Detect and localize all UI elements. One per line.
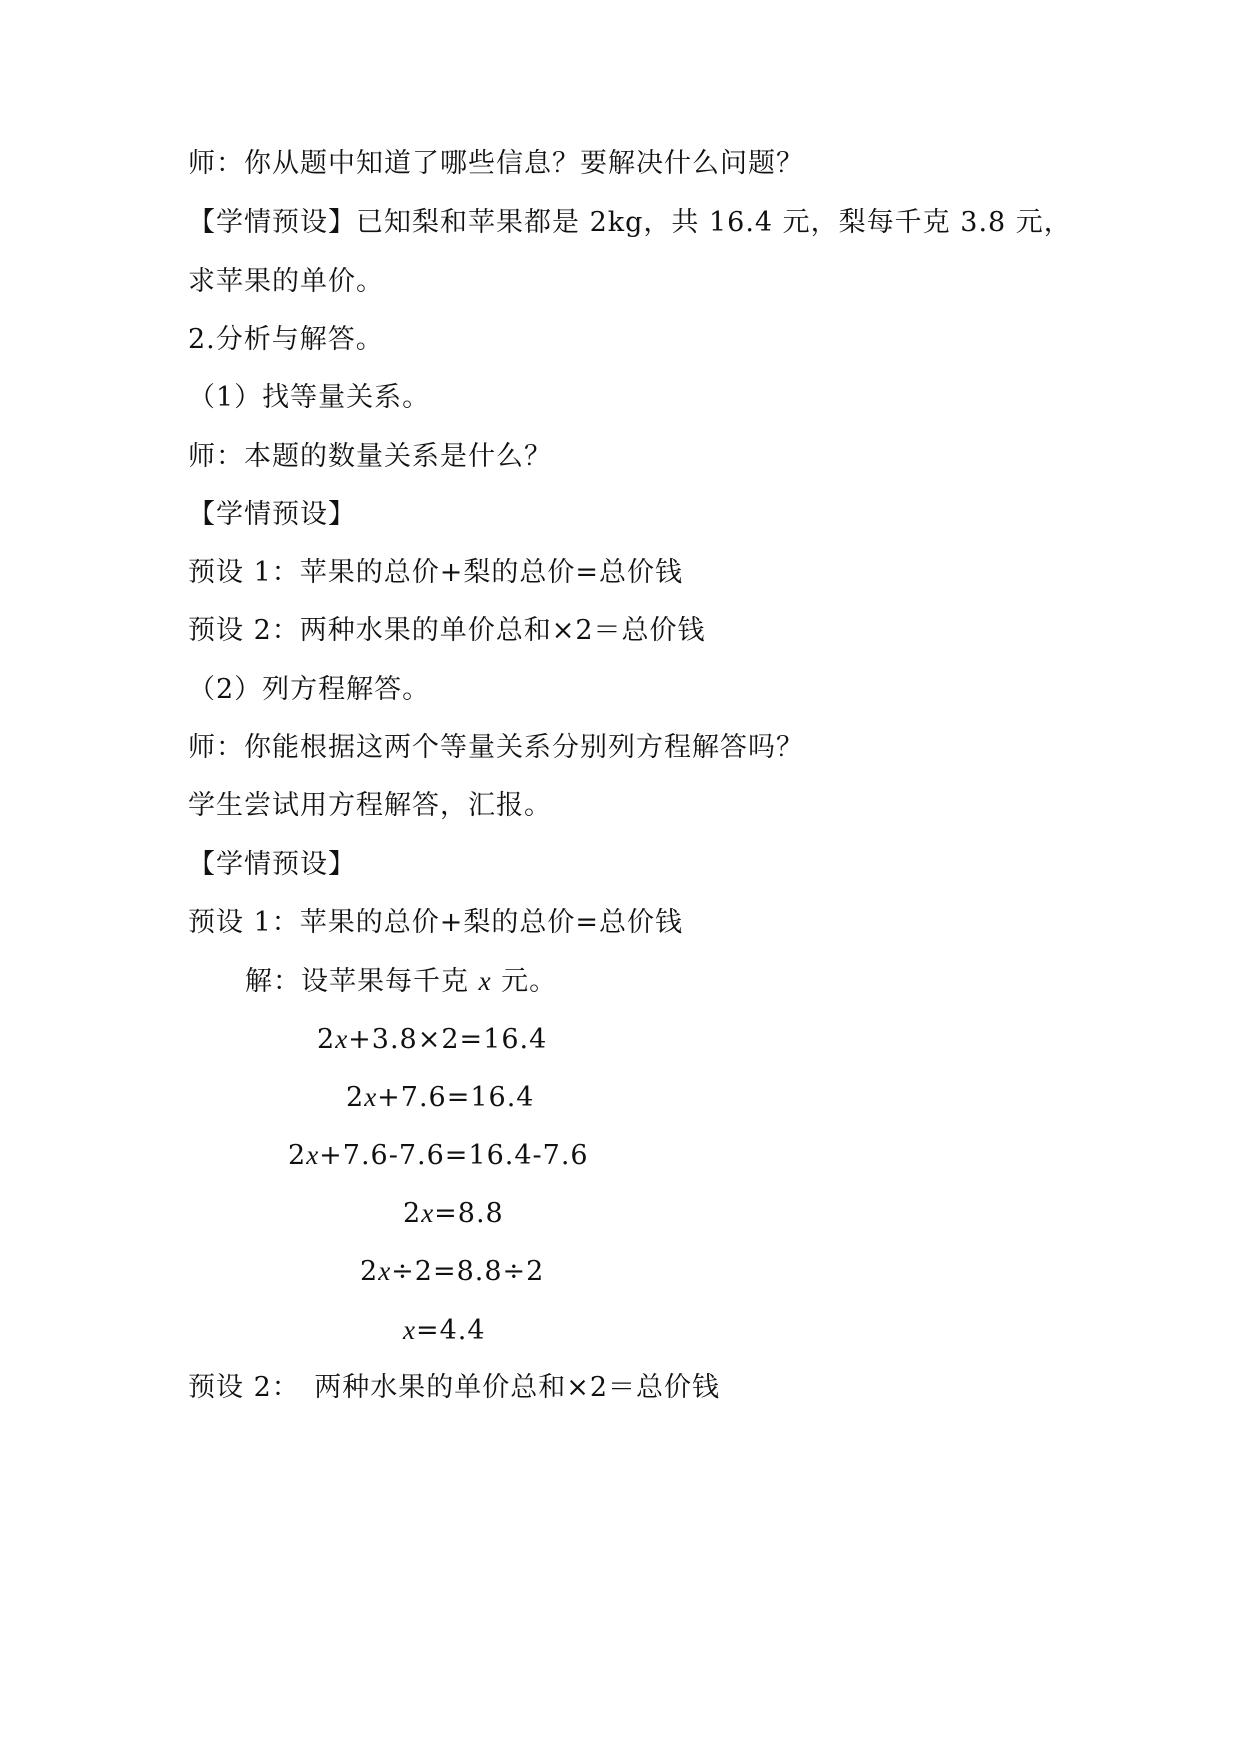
coefficient: 2 xyxy=(317,1024,336,1055)
student-attempt-report: 学生尝试用方程解答，汇报。 xyxy=(188,790,552,821)
equation-result xyxy=(403,1312,486,1349)
teacher-question-relation: 师：本题的数量关系是什么？ xyxy=(188,441,552,472)
equation-rest: =4.4 xyxy=(415,1315,486,1346)
variable-x: x xyxy=(378,1256,392,1286)
coefficient: 2 xyxy=(403,1198,422,1229)
student-preset-label: 【学情预设】 xyxy=(188,499,356,530)
student-preset-label-2: 【学情预设】 xyxy=(188,849,356,880)
student-preset-known-info: 【学情预设】已知梨和苹果都是 2kg，共 16.4 元，梨每千克 3.8 元， xyxy=(188,207,1072,238)
subsection-solve-equation: （2）列方程解答。 xyxy=(188,674,431,705)
solution-setup xyxy=(245,963,557,1000)
solution-setup-unit: 元。 xyxy=(491,966,558,997)
variable-x: x xyxy=(421,1198,435,1228)
variable-x: x xyxy=(478,966,492,996)
section-heading-analysis: 2.分析与解答。 xyxy=(188,324,384,355)
equation-rest: +7.6=16.4 xyxy=(377,1082,535,1113)
variable-x: x xyxy=(364,1082,378,1112)
equation-step-3 xyxy=(288,1137,589,1174)
preset-2-relation-repeat: 预设 2： 两种水果的单价总和×2＝总价钱 xyxy=(188,1372,721,1403)
subsection-find-relation: （1）找等量关系。 xyxy=(188,382,431,413)
equation-step-4 xyxy=(403,1195,504,1232)
equation-step-2 xyxy=(346,1079,534,1116)
equation-rest: ÷2=8.8÷2 xyxy=(391,1256,545,1287)
variable-x: x xyxy=(403,1315,416,1345)
equation-rest: =8.8 xyxy=(434,1198,504,1229)
teacher-question-equation: 师：你能根据这两个等量关系分别列方程解答吗？ xyxy=(188,732,804,763)
preset-1-relation-repeat: 预设 1：苹果的总价+梨的总价=总价钱 xyxy=(188,907,684,938)
variable-x: x xyxy=(306,1140,320,1170)
equation-rest: +3.8×2=16.4 xyxy=(348,1024,548,1055)
preset-1-relation: 预设 1：苹果的总价+梨的总价=总价钱 xyxy=(188,557,684,588)
variable-x: x xyxy=(335,1024,349,1054)
teacher-question-info: 师：你从题中知道了哪些信息？要解决什么问题？ xyxy=(188,148,804,179)
coefficient: 2 xyxy=(360,1256,379,1287)
coefficient: 2 xyxy=(346,1082,365,1113)
preset-2-relation: 预设 2：两种水果的单价总和×2＝总价钱 xyxy=(188,615,706,646)
equation-rest: +7.6-7.6=16.4-7.6 xyxy=(319,1140,589,1171)
equation-step-5 xyxy=(360,1253,544,1290)
student-preset-question: 求苹果的单价。 xyxy=(188,266,384,297)
equation-step-1 xyxy=(317,1021,547,1058)
solution-setup-text: 解：设苹果每千克 xyxy=(245,966,479,997)
coefficient: 2 xyxy=(288,1140,307,1171)
